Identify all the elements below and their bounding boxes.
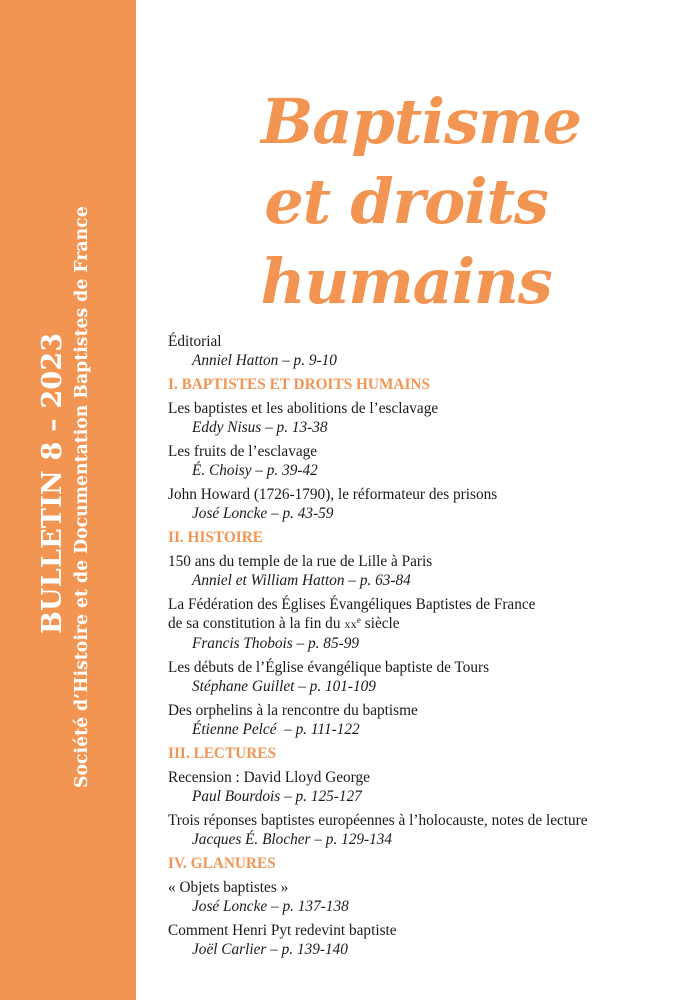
entry-title: Des orphelins à la rencontre du baptisme bbox=[168, 702, 418, 719]
entry-author-pages: Étienne Pelcé – p. 111-122 bbox=[192, 721, 360, 738]
entry-author-pages: Anniel Hatton – p. 9-10 bbox=[192, 352, 337, 369]
entry-author-pages: José Loncke – p. 137-138 bbox=[192, 898, 349, 915]
entry-author-pages: Eddy Nisus – p. 13-38 bbox=[192, 419, 328, 436]
entry-title: 150 ans du temple de la rue de Lille à Paris bbox=[168, 553, 433, 570]
toc-entry bbox=[168, 768, 668, 806]
entry-author-pages: É. Choisy – p. 39-42 bbox=[192, 462, 318, 479]
section-heading-1: I. BAPTISTES ET DROITS HUMAINS bbox=[168, 376, 430, 393]
entry-title: Comment Henri Pyt redevint baptiste bbox=[168, 922, 397, 939]
toc-entry bbox=[168, 485, 668, 523]
entry-title-continuation: de sa constitution à la fin du $xx^e$ siècle bbox=[168, 615, 400, 632]
section-heading-3: III. LECTURES bbox=[168, 745, 276, 762]
cover-title bbox=[136, 82, 676, 322]
entry-author-pages: José Loncke – p. 43-59 bbox=[192, 505, 334, 522]
entry-title: Les baptistes et les abolitions de l’esclavage bbox=[168, 400, 439, 417]
section-heading-2: II. HISTOIRE bbox=[168, 529, 263, 546]
toc-entry bbox=[168, 552, 668, 590]
toc-entry bbox=[168, 921, 668, 959]
toc-entry bbox=[168, 878, 668, 916]
toc-entry bbox=[168, 442, 668, 480]
section-heading-4: IV. GLANURES bbox=[168, 855, 276, 872]
entry-title: Recension : David Lloyd George bbox=[168, 769, 370, 786]
toc-entry bbox=[168, 595, 668, 653]
title-line-1: Baptisme bbox=[260, 85, 582, 158]
toc-entry bbox=[168, 811, 668, 849]
spine-society-name: Société d’Histoire et de Documentation Baptistes de France bbox=[72, 206, 92, 788]
entry-author-pages: Jacques É. Blocher – p. 129-134 bbox=[192, 831, 393, 848]
toc-entry-editorial bbox=[168, 332, 668, 370]
entry-author-pages: Stéphane Guillet – p. 101-109 bbox=[192, 678, 376, 695]
spine-text-area bbox=[0, 0, 136, 1000]
ordinal-superscript: e bbox=[356, 615, 361, 625]
entry-title: « Objets baptistes » bbox=[168, 879, 289, 896]
entry-title: Les fruits de l’esclavage bbox=[168, 443, 318, 460]
toc-entry bbox=[168, 701, 668, 739]
toc-entry bbox=[168, 399, 668, 437]
entry-author-pages: Paul Bourdois – p. 125-127 bbox=[192, 788, 362, 805]
entry-title: Éditorial bbox=[168, 333, 222, 350]
entry-title: Les débuts de l’Église évangélique baptiste de Tours bbox=[168, 659, 490, 676]
table-of-contents bbox=[168, 332, 668, 964]
title-line-2: et droits humains bbox=[260, 165, 552, 318]
spine-bulletin-number: BULLETIN 8 – 2023 bbox=[37, 332, 68, 634]
entry-title: John Howard (1726-1790), le réformateur des prisons bbox=[168, 486, 498, 503]
entry-author-pages: Anniel et William Hatton – p. 63-84 bbox=[192, 572, 411, 589]
entry-title: Trois réponses baptistes européennes à l’holocauste, notes de lecture bbox=[168, 812, 588, 829]
entry-author-pages: Joël Carlier – p. 139-140 bbox=[192, 941, 348, 958]
toc-entry bbox=[168, 658, 668, 696]
entry-title: La Fédération des Églises Évangéliques Baptistes de France bbox=[168, 596, 536, 613]
century-numeral: xx bbox=[344, 617, 357, 631]
entry-author-pages: Francis Thobois – p. 85-99 bbox=[192, 635, 359, 652]
